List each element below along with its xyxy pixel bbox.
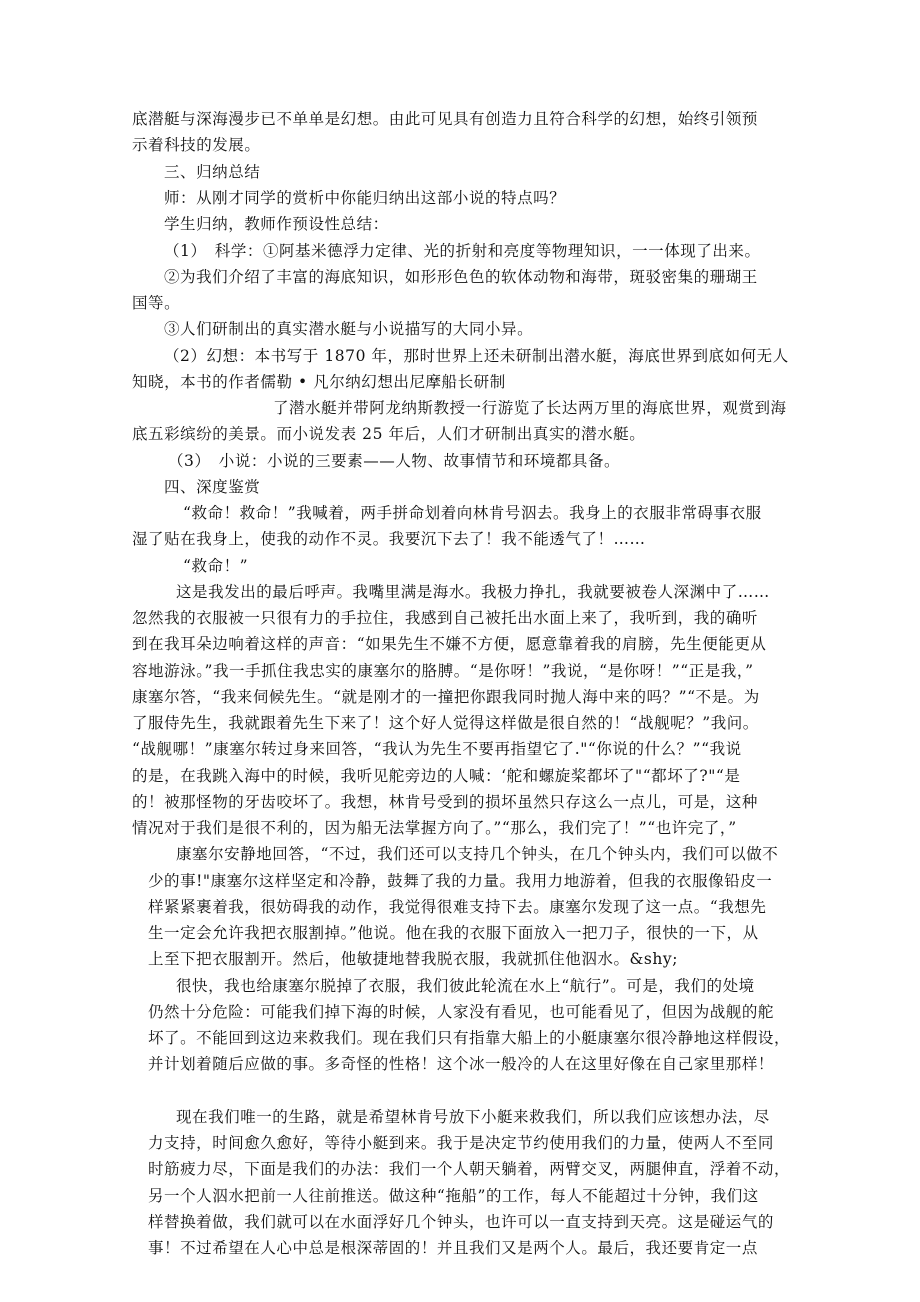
text-line: 容地游泳。”我一手抓住我忠实的康塞尔的胳膊。“是你呀！”我说，“是你呀！”“正是我，” [132,662,754,680]
section-heading: 四、深度鉴赏 [164,478,261,496]
list-item: （1） 科学：①阿基米德浮力定律、光的折射和亮度等物理知识，一一体现了出来。 [164,242,761,260]
text-line: 了潜水艇并带阿龙纳斯教授一行游览了长达两万里的海底世界，观赏到海 [273,399,787,417]
text-line: 坏了。不能回到这边来救我们。现在我们只有指靠大船上的小艇康塞尔很冷静地这样假设， [148,1029,791,1047]
text-line: 样替换着做，我们就可以在水面浮好几个钟头，也许可以一直支持到天亮。这是碰运气的 [148,1213,774,1231]
text-line: 力支持，时间愈久愈好，等待小艇到来。我于是决定节约使用我们的力量，使两人不至同 [148,1134,774,1152]
text-line: 样紧紧裹着我，很妨碍我的动作，我觉得很难支持下去。康塞尔发现了这一点。“我想先 [148,898,767,916]
text-line: 另一个人泅水把前一人往前推送。做这种“拖船”的工作，每人不能超过十分钟，我们这 [148,1187,759,1205]
text-line: 生一定会允许我把衣服割掉。”他说。他在我的衣服下面放入一把刀子，很快的一下，从 [148,924,759,942]
text-line: 师：从刚才同学的赏析中你能归纳出这部小说的特点吗？ [164,189,566,207]
text-line: 的！被那怪物的牙齿咬坏了。我想，林肯号受到的损坏虽然只存这么一点儿，可是，这种 [132,793,758,811]
text-line: 很快，我也给康塞尔脱掉了衣服，我们彼此轮流在水上“航行”。可是，我们的处境 [176,977,755,995]
text-line: 知晓，本书的作者儒勒 • 凡尔纳幻想出尼摩船长研制 [132,373,506,391]
text-line: 示着科技的发展。 [132,136,261,154]
text-line: 了服侍先生，我就跟着先生下来了！这个好人觉得这样做是很自然的！“战舰呢？”我问。 [132,714,759,732]
text-line: 少的事!"康塞尔这样坚定和冷静，鼓舞了我的力量。我用力地游着，但我的衣服像铅皮一 [148,872,773,890]
text-line: 情况对于我们是很不利的，因为船无法掌握方向了。”“那么，我们完了！”“也许完了，” [132,819,737,837]
text-line: 忽然我的衣服被一只很有力的手拉住，我感到自己被托出水面上来了，我听到，我的确听 [132,609,758,627]
text-line: 康塞尔答，“我来伺候先生。“就是刚才的一撞把你跟我同时抛人海中来的吗？”“不是。为 [132,688,760,706]
text-line: 仍然十分危险：可能我们掉下海的时候，人家没有看见，也可能看见了，但因为战舰的舵 [148,1003,774,1021]
text-line: 时筋疲力尽，下面是我们的办法：我们一个人朝天躺着，两臂交叉，两腿伸直，浮着不动， [148,1160,791,1178]
text-line: 国等。 [132,294,181,312]
text-line: ③人们研制出的真实潜水艇与小说描写的大同小异。 [164,320,534,338]
list-item: （3） 小说：小说的三要素——人物、故事情节和环境都具备。 [168,452,621,470]
text-line: 湿了贴在我身上，使我的动作不灵。我要沉下去了！我不能透气了！…… [132,530,646,548]
text-line: 康塞尔安静地回答，“不过，我们还可以支持几个钟头，在几个钟头内，我们可以做不 [176,845,779,863]
text-line: “救命！救命！”我喊着，两手拼命划着向林肯号泅去。我身上的衣服非常碍事衣服 [183,504,762,522]
text-line: 到在我耳朵边响着这样的声音：“如果先生不嫌不方便，愿意靠着我的肩膀，先生便能更从 [132,635,767,653]
text-line: 的是，在我跳入海中的时候，我听见舵旁边的人喊：‘舵和螺旋桨都坏了"“都坏了?"“是 [132,767,741,785]
text-line: 事！不过希望在人心中总是根深蒂固的！并且我们又是两个人。最后，我还要肯定一点 [148,1239,758,1257]
list-item: （2）幻想：本书写于 1870 年，那时世界上还未研制出潜水艇，海底世界到底如何无人 [164,347,789,365]
text-line: 现在我们唯一的生路，就是希望林肯号放下小艇来救我们，所以我们应该想办法，尽 [176,1108,770,1126]
text-line: “战舰哪！”康塞尔转过身来回答，“我认为先生不要再指望它了."“你说的什么？”“我说 [132,740,742,758]
text-line: ②为我们介绍了丰富的海底知识，如形形色色的软体动物和海带，斑驳密集的珊瑚王 [164,268,758,286]
text-line: 并计划着随后应做的事。多奇怪的性格！这个冰一般冷的人在这里好像在自己家里那样！ [148,1055,774,1073]
text-line: “救命！” [183,557,249,575]
text-line: 这是我发出的最后呼声。我嘴里满是海水。我极力挣扎，我就要被卷人深渊中了…… [176,583,770,601]
text-line: 上至下把衣服割开。然后，他敏捷地替我脱衣服，我就抓住他泅水。&shy; [148,950,678,968]
text-line: 底五彩缤纷的美景。而小说发表 25 年后，人们才研制出真实的潜水艇。 [132,425,646,443]
text-line: 底潜艇与深海漫步已不单单是幻想。由此可见具有创造力且符合科学的幻想，始终引领预 [132,110,758,128]
section-heading: 三、归纳总结 [164,163,261,181]
text-line: 学生归纳，教师作预设性总结： [164,215,389,233]
